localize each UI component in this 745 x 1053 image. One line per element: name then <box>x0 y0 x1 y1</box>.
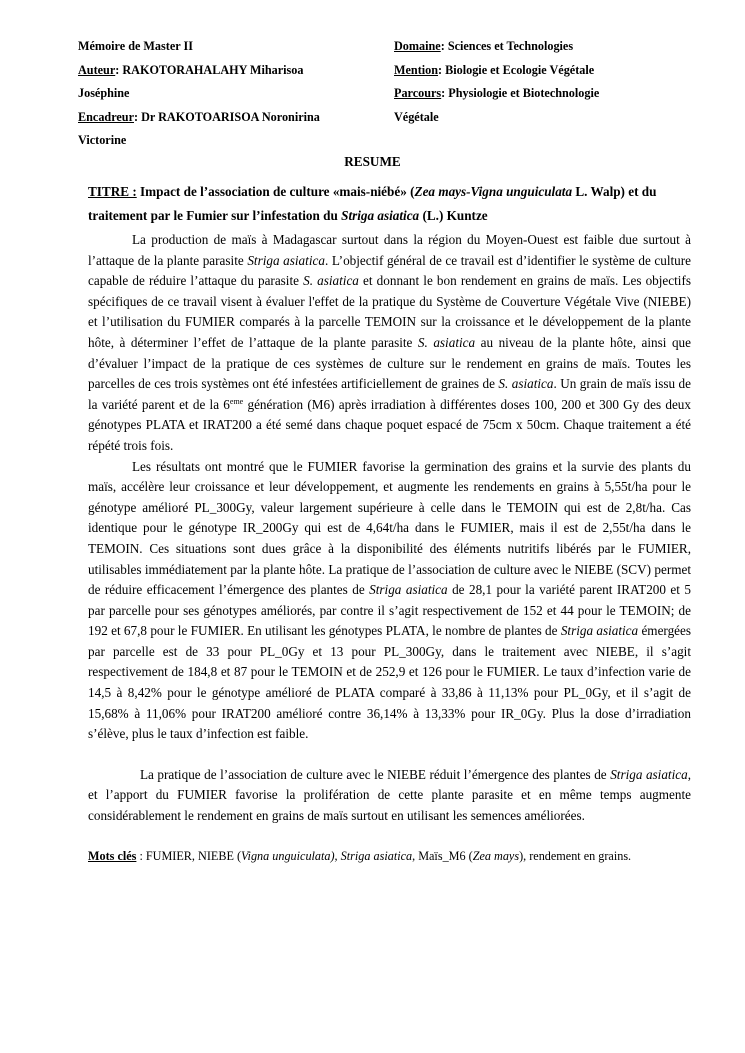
mention-label: Mention <box>394 62 439 77</box>
p1-text-j: génération (M6) après irradiation à différentes doses 100, 200 et 300 Gy des deux génotypes PLATA et IRAT200 a été semé dans chaque poquet espacé de 75cm x 50cm. Chaque traitement a été répété trois fois. <box>88 396 691 453</box>
parcours-line <box>394 82 694 106</box>
auteur-value: : RAKOTORAHALAHY Miharisoa <box>115 62 304 77</box>
paragraph-spacer <box>88 745 691 765</box>
encadreur-value: : Dr RAKOTOARISOA Noronirina <box>133 109 320 124</box>
titre-species-1: Zea mays-Vigna unguiculata <box>414 184 573 199</box>
p1-italic-d: S. asiatica <box>303 273 359 289</box>
paragraph-results <box>88 457 691 745</box>
parcours-continuation: Végétale <box>394 109 439 124</box>
titre-species-2: Striga asiatica <box>341 208 420 223</box>
p2-text-a: Les résultats ont montré que le FUMIER favorise la germination des grains et la survie des plants du maïs, accélère leur croissance et leur développement, et augmente les rendements en grains à 5,55t/ha pour le génotype amélioré PL_300Gy, valeur largement supérieure à celle dans le TEMOIN qui est de 2,8t/ha. Cas identique pour le génotype IR_200Gy qui est de 4,64t/ha dans le FUMIER, mais il est de 2,55t/ha dans le TEMOIN. Ces situations sont dues grâce à la disponibilité des éléments nutritifs libérés par le FUMIER, utilisables immédiatement par la plante hôte. La pratique de l’association de culture avec le NIEBE (SCV) permet de réduire efficacement l’émergence des plantes de <box>88 458 691 598</box>
auteur-line <box>78 59 378 83</box>
resume-heading: RESUME <box>344 154 401 169</box>
kw-text-a: : FUMIER, NIEBE ( <box>136 848 242 863</box>
kw-text-e: , Maïs_M6 ( <box>412 848 473 863</box>
mention-value: : Biologie et Ecologie Végétale <box>438 62 595 77</box>
p1-italic-b: Striga asiatica <box>247 252 325 268</box>
encadreur-line <box>78 106 378 130</box>
p1-italic-h: S. asiatica <box>498 376 554 392</box>
kw-text-g: ), rendement en grains. <box>519 848 632 863</box>
p1-text-a: La production de maïs à Madagascar surtout dans la région du Moyen-Ouest est faible due surtout à l’attaque de la plante parasite <box>88 232 691 268</box>
p3-text-a: La pratique de l’association de culture avec le NIEBE réduit l’émergence des plantes de <box>140 766 611 782</box>
kw-italic-f: Zea mays <box>472 848 520 863</box>
mention-line <box>394 59 694 83</box>
titre-part-1: Impact de l’association de culture «mais-niébé» ( <box>136 184 415 199</box>
paragraph-conclusion <box>88 765 691 827</box>
header-left-column <box>78 35 378 153</box>
titre-part-3: L. Walp) et du traitement par le Fumier sur l’infestation du <box>88 184 657 223</box>
kw-italic-b: Vigna unguiculata), <box>241 848 338 863</box>
parcours-value: : Physiologie et Biotechnologie <box>441 86 600 101</box>
memoire-line: Mémoire de Master II <box>78 39 193 53</box>
auteur-continuation: Joséphine <box>78 86 130 101</box>
auteur-label: Auteur <box>78 62 116 77</box>
p3-italic-b: Striga asiatica <box>610 766 688 782</box>
p2-text-e: émergées par parcelle est de 33 pour PL_0Gy et 13 pour PL_300Gy, dans le traitement avec NIEBE, il s’agit respectivement de 184,8 et 87 pour le TEMOIN et de 252,9 et 126 pour le FUMIER. Le taux d’infection varie de 14,5 à 8,42% pour le génotype amélioré de PLATA comparé à 33,86 à 11,13% pour PL_0Gy, et il s’agit de 15,68% à 11,06% pour IRAT200 amélioré contre 36,14% à 13,33% pour IR_0Gy. Plus la dose d’irradiation s’élève, plus le taux d’infection est faible. <box>88 623 692 742</box>
titre-part-5: (L.) Kuntze <box>419 208 488 223</box>
p1-text-i: . Un grain de maïs issu de la variété parent et de la 6 <box>88 376 691 412</box>
p2-italic-d: Striga asiatica <box>560 623 639 639</box>
p1-text-c: . L’objectif général de ce travail est d’identifier le système de culture capable de réduire l’attaque du parasite <box>88 252 692 289</box>
p1-superscript: eme <box>229 396 244 406</box>
p1-text-e: et donnant le bon rendement en grains de maïs. Les objectifs spécifiques de ce travail visent à évaluer l'effet de la pratique du Système de Couverture Végétale Vive (NIEBE) et l’utilisation du FUMIER comparés à la parcelle TEMOIN sur la croissance et le développement de la plante hôte, à déterminer l’effet de l’attaque de la plante parasite <box>88 273 691 350</box>
paragraph-spacer-2 <box>88 827 691 847</box>
paragraph-introduction <box>88 230 691 457</box>
p2-text-c: de 28,1 pour la variété parent IRAT200 et 5 par parcelle pour ses génotypes améliorés, par contre il s’agit respectivement de 152 et 44 pour le TEMOIN; de 192 et 67,8 pour le FUMIER. En utilisant les génotypes PLATA, le nombre de plantes de <box>88 582 692 639</box>
abstract-body <box>88 180 691 866</box>
header-right-column <box>394 35 694 129</box>
p1-italic-f: S. asiatica <box>417 334 476 350</box>
encadreur-continuation: Victorine <box>78 133 127 148</box>
p2-italic-b: Striga asiatica <box>369 582 448 598</box>
parcours-label: Parcours <box>394 86 442 101</box>
domaine-value: : Sciences et Technologies <box>440 39 574 53</box>
p1-text-g: au niveau de la plante hôte, ainsi que d’évaluer l’impact de la pratique de ces systèmes de culture sur le rendement en grains de maïs. Toutes les parcelles de ces trois systèmes ont été infestées artificiellement de graines de <box>88 334 691 392</box>
keywords-label: Mots clés <box>88 848 137 863</box>
keywords-line <box>88 847 691 866</box>
kw-italic-d: Striga asiatica <box>340 848 413 863</box>
p3-text-c: , et l’apport du FUMIER favorise la prolifération de cette plante parasite et en même temps augmente considérablement le rendement en grains de maïs surtout en utilisant les semences améliorées. <box>88 766 692 824</box>
domaine-line <box>394 35 694 59</box>
encadreur-label: Encadreur <box>78 109 134 124</box>
domaine-label: Domaine <box>394 39 441 53</box>
titre-label: TITRE : <box>88 184 137 199</box>
thesis-title <box>88 180 691 228</box>
